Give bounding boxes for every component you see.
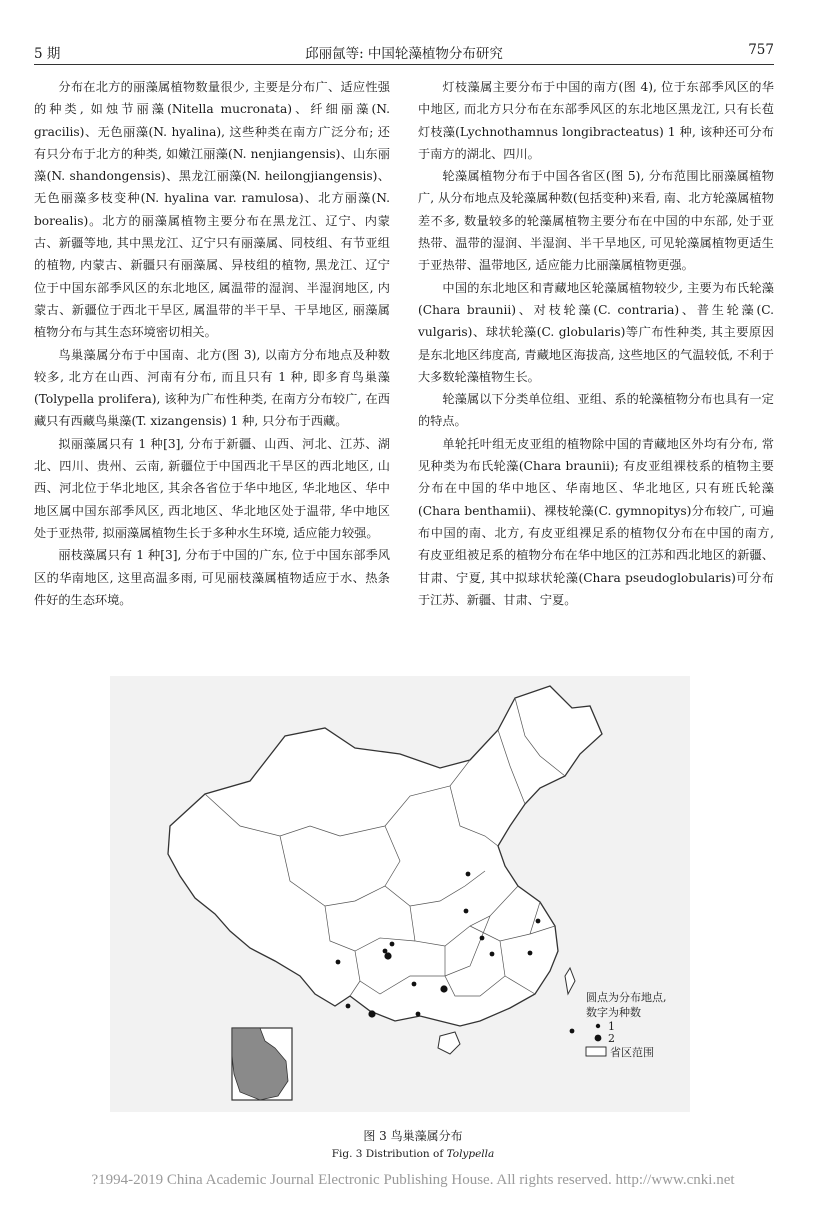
paragraph: 轮藻属以下分类单位组、亚组、系的轮藻植物分布也具有一定的特点。 [418,392,774,429]
paragraph: 丽枝藻属只有 1 种[3], 分布于中国的广东, 位于中国东部季风区的华南地区, 这里高温多雨, 可见丽枝藻属植物适应于水、热条件好的生态环境。 [34,548,390,607]
caption-en-prefix: Fig. 3 Distribution of [331,1148,447,1160]
dot-1-species [528,951,533,956]
legend-title-line1: 圆点为分布地点, [586,991,667,1004]
running-title: 邱丽氤等: 中国轮藻植物分布研究 [305,46,503,62]
right-column [418,76,774,611]
china-map [110,676,690,1112]
dot-1-species [346,1004,351,1009]
dot-1-species [416,1012,421,1017]
dot-1-species [466,872,471,877]
paragraph: 单轮托叶组无皮亚组的植物除中国的青藏地区外均有分布, 常见种类为布氏轮藻(Chara braunii); 有皮亚组裸枝系的植物主要分布在中国的华中地区、华南地区、华北地区, 只有班氏轮藻(Chara benthamii)、裸枝轮藻(C. gymnopitys)分布较广, 可遍布中国的南、北方, 有皮亚组裸足系的植物仅分布在中国的南方, 有皮亚组被足系的植物分布在华中地区的江苏和西北地区的新疆、甘肃、宁夏, 其中拟球状轮藻(Chara pseudoglobularis)可分布于江苏、新疆、甘肃、宁夏。 [418,436,774,607]
dot-1-species [570,1029,575,1034]
paragraph: 鸟巢藻属分布于中国南、北方(图 3), 以南方分布地点及种数较多, 北方在山西、河南有分布, 而且只有 1 种, 即多育鸟巢藻(Tolypella prolifera), 该种为广布性种类, 在南方分布较广, 在西藏只有西藏鸟巢藻(T. xizangensis) 1 种, 只分布于西藏。 [34,347,390,429]
dot-1-species [536,919,541,924]
header-rule [34,64,774,65]
page-number: 757 [748,42,774,58]
paragraph: 拟丽藻属只有 1 种[3], 分布于新疆、山西、河北、江苏、湖北、四川、贵州、云南, 新疆位于中国西北干旱区的西北地区, 山西、河北位于华北地区, 其余各省位于华中地区, 华北地区、华中地区属中国东部季风区, 西北地区、华北地区处于温带, 华中地区处于亚热带, 拟丽藻属植物生长于多种水生环境, 适应能力较强。 [34,436,390,540]
legend-province-swatch [586,1047,606,1056]
left-column [34,76,390,611]
paragraph: 分布在北方的丽藻属植物数量很少, 主要是分布广、适应性强的种类, 如烛节丽藻(Nitella mucronata)、纤细丽藻(N. gracilis)、无色丽藻(N. hyalina), 这些种类在南方广泛分布; 还有只分布于北方的种类, 如嫩江丽藻(N. nenjiangensis)、山东丽藻(N. shandongensis)、黑龙江丽藻(N. heilongjiangensis)、无色丽藻多枝变种(N. hyalina var. ramulosa)、北方丽藻(N. borealis)。北方的丽藻属植物主要分布在黑龙江、辽宁、内蒙古、新疆等地, 其中黑龙江、辽宁只有丽藻属、同枝组、有节亚组的植物, 内蒙古、新疆只有丽藻属、异枝组的植物, 黑龙江、辽宁位于中国东部季风区的东北地区, 属温带的湿润、半湿润地区, 内蒙古、新疆位于西北干旱区, 属温带的半干旱、干旱地区, 丽藻属植物分布与其生态环境密切相关。 [34,80,390,340]
legend-label-2: 2 [608,1032,615,1045]
legend-dot-2 [595,1035,602,1042]
copyright-footer: ?1994-2019 China Academic Journal Electronic Publishing House. All rights reserved. http://www.cnki.net [91,1172,735,1188]
legend-title-line2: 数字为种数 [586,1006,641,1019]
dot-2-species [440,985,447,992]
paragraph: 中国的东北地区和青藏地区轮藻属植物较少, 主要为布氏轮藻(Chara braunii)、对枝轮藻(C. contraria)、普生轮藻(C. vulgaris)、球状轮藻(C. globularis)等广布性种类, 其主要原因是东北地区纬度高, 青藏地区海拔高, 这些地区的气温较低, 不利于大多数轮藻植物生长。 [418,280,774,384]
figure-caption-zh: 图 3 鸟巢藻属分布 [363,1129,463,1143]
legend-province-label: 省区范围 [610,1046,654,1059]
caption-en-genus: Tolypella [446,1148,495,1160]
legend-label-1: 1 [608,1020,615,1033]
dot-1-species [336,960,341,965]
distribution-map-figure [110,676,690,1112]
dot-1-species [390,942,395,947]
paragraph: 轮藻属植物分布于中国各省区(图 5), 分布范围比丽藻属植物广, 从分布地点及轮藻属种数(包括变种)来看, 南、北方轮藻属植物差不多, 数量较多的轮藻属植物主要分布在中国的中东部, 处于亚热带、温带的湿润、半湿润、半干旱地区, 可见轮藻属植物更适生于亚热带、温带地区, 适应能力比丽藻属植物更强。 [418,169,774,273]
figure-caption-en [0,1148,826,1160]
dot-1-species [480,936,485,941]
dot-1-species [490,952,495,957]
running-header [34,42,774,62]
dot-2-species [368,1010,375,1017]
legend-dot-1 [596,1024,600,1028]
issue-label: 5 期 [34,46,61,62]
dot-1-species [412,982,417,987]
dot-1-species [464,909,469,914]
paragraph: 灯枝藻属主要分布于中国的南方(图 4), 位于东部季风区的华中地区, 而北方只分布在东部季风区的东北地区黑龙江, 只有长苞灯枝藻(Lychnothamnus longibracteatus) 1 种, 该种还可分布于南方的湖北、四川。 [418,80,774,161]
dot-2-species [384,952,391,959]
